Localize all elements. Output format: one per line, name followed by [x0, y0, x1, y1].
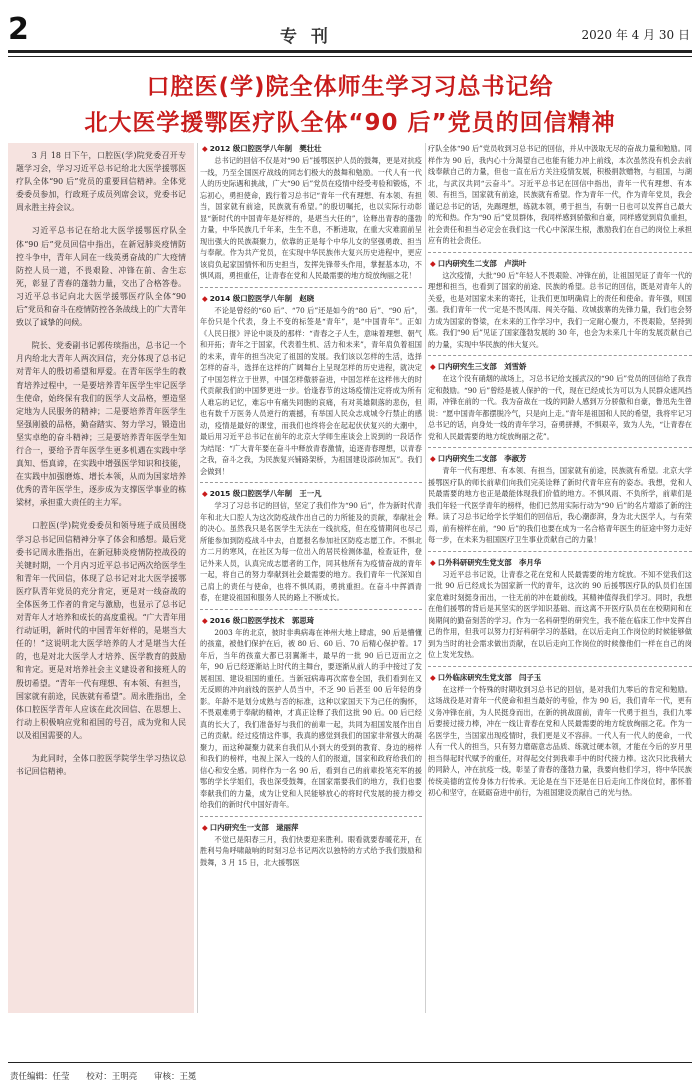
column-divider — [197, 143, 198, 1013]
column-divider — [425, 143, 426, 1013]
letter-divider — [428, 252, 692, 253]
letter-item — [428, 453, 692, 546]
intro-paragraph: 习近平总书记在给北大医学援鄂医疗队全体“90 后”党员回信中指出，在新冠肺炎疫情防控斗争中，青年人同在一线英勇奋战的广大疫情防控人员一道，不畏艰险、冲锋在前、舍生忘死，彰显了青春的蓬勃力量，交出了合格答卷。习近平总书记向北大医学援鄂医疗队全体“90 后”党员和奋斗在疫情防控各条战线上的广大青年致以了诚挚的问候。 — [16, 226, 186, 328]
intro-paragraph: 3 月 18 日下午，口腔医(学)院党委召开专题学习会，学习习近平总书记给北大医学援鄂医疗队全体“90 后”党员的重要回信精神。全体党委委员参加，行政班子成员列席会议，党委书记周永胜主持会议。 — [16, 151, 186, 213]
letter-divider — [428, 355, 692, 356]
intro-column — [8, 143, 194, 1013]
letter-body: 青年一代有理想、有本领、有担当，国家就有前途，民族就有希望。北京大学援鄂医疗队的师长前辈们向我们完美诠释了新时代青年应有的姿态。我想，党和人民最需要的地方也正是最能体现我们价值的地方。不惧风雨、不负所学，前辈们是我们年轻一代医学青年的榜样，他们已然用实际行动为“90 后”的名片增添了新的注释。读了习总书记给学长学姐们的回信后，我心潮澎湃，身为北大医学人，与有荣焉，前有榜样在前，“90 后”的我们也要在成为一名合格青年医生的征途中努力走好每一步，在未来为祖国医疗卫生事业贡献自己的力量！ — [428, 466, 692, 544]
letter-divider — [200, 816, 422, 817]
letter-item — [428, 361, 692, 442]
letter-body: 这次疫情，大批“90 后”年轻人不畏艰险、冲锋在前，让祖国见证了青年一代的理想和担当，也看到了国家的前途、民族的希望。总书记的回信，既是对青年人的关爱，也是对国家未来的寄托，让我们更加明确肩上的责任和使命。青年强，则国强。我们青年一代一定是不畏风雨、闯关夺隘、攻城拔寨的先锋力量，我们也会努力成为国家的脊梁，在未来的工作学习中，我们一定耐心聚力，不畏艰险，坚持到底。我们“90 后”见证了国家蓬勃发展的 30 年，也会为未来几十年的发展贡献自己的力量，实现中华民族的伟大复兴。 — [428, 270, 692, 349]
diamond-icon: ◆ — [202, 144, 208, 153]
header-rule-thin — [8, 56, 692, 57]
diamond-icon: ◆ — [430, 557, 436, 567]
section-name: 专 刊 — [280, 27, 332, 47]
diamond-icon: ◆ — [202, 489, 208, 498]
page-number: 2 — [8, 12, 29, 47]
letter-body: 在这个没有硝烟的战场上，习总书记给支援武汉的“90 后”党员的回信给了我肯定和鼓励。“90 后”曾经是被人保护的一代，现在已经成长为可以为人民群众遮风挡雨，冲锋在前的一代。我为奋战在一线的同龄人感到万分骄傲和自豪，鲁迅先生曾说：“愿中国青年都摆脱冷气，只是向上走。”青年是祖国和人民的希望，我将牢记习总书记的话，向身处一线的青年学习，奋勇拼搏，不惧艰辛，致为人先，“让青春在党和人民最需要的地方绽放绚丽之花”。 — [428, 374, 692, 441]
letter-author: ◆ 2012 级口腔医学八年制 樊壮壮 — [202, 144, 322, 153]
issue-date: 2020 年 4 月 30 日 — [581, 28, 690, 42]
letter-item — [200, 615, 422, 811]
diamond-icon: ◆ — [430, 454, 436, 463]
letter-body-continued: 疗队全体“90 后”党员收到习总书记的回信，并从中汲取无尽的奋战力量和勉励。同样作为 90 后，我内心十分渴望自己也能有能力冲上前线，本次虽然没有机会去前线奉献自己的力量，但也一直在后方关注疫情发展，积极捐款赠物，与祖国，与湖北，与武汉共同“云奋斗”。习近平总书记在回信中指出，青年一代有理想、有本领、有担当，国家就有前途，民族就有希望。作为青年一代，作为青年党员，我会谨记总书记的话，先踢理想，练就本领，勇于担当，有朝一日也可以发挥自己最大的光和热。作为“90 后”党员群体，我同样感到骄傲和自豪，同样感觉到肩负重担，社会责任和担当必定会在我们这一代心中深深生根，激励我们在自己的岗位上承担应有的社会责任。 — [428, 144, 692, 245]
footer-proofreader: 校对：王明亮 — [86, 1072, 138, 1082]
letter-divider — [428, 447, 692, 448]
header-rule — [8, 50, 692, 53]
letter-item — [200, 293, 422, 478]
page-footer — [10, 1070, 210, 1082]
letters-column-right — [428, 143, 692, 1023]
diamond-icon: ◆ — [430, 362, 436, 371]
letter-divider — [428, 666, 692, 667]
letter-item — [428, 258, 692, 351]
letter-item — [200, 822, 422, 869]
letter-body: 不觉已是阳春三月，我们快要迎来胜利。眼看就要春暖花开，在胜利号角呼啸敲响的时刻习总书记两次以独特的方式给予我们鼓励和鼓舞，3 月 15 日，北大援鄂医 — [200, 834, 422, 867]
letters-column-middle — [200, 143, 422, 1023]
intro-paragraph: 为此同时，全体口腔医学院学生学习热议总书记回信精神。 — [16, 754, 186, 777]
letter-author: ◆ 口内研究生三支部 刘雪娇 — [430, 362, 527, 371]
letter-item — [428, 557, 692, 661]
letter-item — [428, 143, 692, 247]
letter-author: ◆ 口外科研研究生党支部 李月华 — [430, 557, 542, 567]
letter-author: ◆ 口外临床研究生党支部 闫子玉 — [430, 672, 542, 682]
letter-divider — [200, 609, 422, 610]
letter-author: ◆ 2014 级口腔医学八年制 赵晓 — [202, 293, 315, 303]
headline-line-2: 北大医学援鄂医疗队全体“90 后”党员的回信精神 — [84, 110, 616, 136]
letter-body: 不论是曾经的“60 后”、“70 后”还是如今的“80 后”、“90 后”，年份只是个代表，身上不变的标签是“青年”，是“中国青年”。正如《人民日报》评论中谈及的那样：“青春之子人生，意味着理想、朝气和开拓；青年之于国家，代表着生机、活力和未来”，青年肩负着祖国的未来，青年的担当决定了祖国的发展。我们该以怎样的生活，选择怎样的奋斗，选择在这样的广阔舞台上呈现怎样的历史进程，就决定了中国怎样立于世界，中国怎样傲骄奋进，中国怎样在这样伟大的时代贡献我们的中国梦更进一步。恰逢春节的这场疫情注定将成为所有人难忘的记忆，难忘中有痛失同胞的哀痛，有对英雄陨落的悲伤，但也有数千万医务人员逆行的震撼，有举国人民众志成城令行禁止的感动，疫情是最好的课堂，而我们也终将会在起起伏伏复兴的大潮中，最后用习近平总书记在前年的北京大学师生座谈会上说到的一段话作为结尾：“广大青年要在奋斗中释放青春激情，追逐青春理想，以青春之我，奋斗之我，为民族复兴铺路架桥，为祖国建设添砖加瓦”。我们会做到！ — [200, 305, 422, 476]
letter-divider — [428, 551, 692, 552]
diamond-icon: ◆ — [430, 672, 436, 682]
letter-body: 总书记的回信不仅是对“90 后”援鄂医护人员的鼓舞，更是对抗疫一线，乃至全国医疗战线的同志们极大的鼓舞和勉励。一代人有一代人的历史际遇和挑战，广大“90 后”党员在疫情中经受考验和锻炼，不忘初心，勇担使命，践行着习总书记“青年一代有理想、有本领、有担当，国家就有前途，民族就有希望。”的殷切嘱托，也以实际行动彰显“新时代的中国青年是好样的，是堪当大任的”，诠释出青春的蓬勃力量，中华民族几千年来，生生不息，不断进取，在重大灾难面前呈现出强大的民族凝聚力，依靠的正是每个中华儿女的坚强勇敢、担当与奉献。作为共产党员，在实现中华民族伟大复兴历史进程中，更应该肩负起家国情怀和历史担当，发挥先锋带头作用，掌握基本功，不惧风雨，勇担重任，让青春在党和人民最需要的地方绽放绚丽之花！ — [200, 156, 422, 280]
letter-divider — [200, 287, 422, 288]
letter-author: ◆ 2015 级口腔医学八年制 王一凡 — [202, 489, 322, 498]
diamond-icon: ◆ — [430, 258, 436, 268]
letter-author: ◆ 口内研究生一支部 逯丽萍 — [202, 822, 299, 832]
letter-body: 2003 年的北京，彼时非典病毒在神州大地上肆虐，90 后是懵懂的孩童，被他们保护在后，被 80 后、60 后、70 后精心保护着。17 年后，当年的孩童大都已羽翼渐丰，最早的一批 90 后已迈而立之年，90 后已经逐渐站上时代的主舞台，要逐渐从前人的手中接过了发展祖国、建设祖国的重任。当新冠病毒再次席卷全国，我们看到在又无反顾的冲向前线的医护人员当中，不乏 90 后甚至 00 后年轻的身影。年龄不是划分成熟与否的标准，这种以家国天下为己任的胸怀，不畏艰难勇于奉献的精神，才真正诠释了我们这批 90 后。00 后已经真的长大了，我们准备好与我们的前辈一起，共同为祖国发展作出自己的贡献。经过疫情这件事，我真的感觉到我们的国家非常强大的凝聚力，而这种凝聚力就来自我们从小到大的受到的教育、身边的榜样和我们的榜样，电视上深入一线的人们的报道，国家和政府给我们的信心和安全感。同样作为一名 90 后，看到自己的前辈投笔充军的援鄂的学长学姐们，我也深受鼓舞，在国家需要我们的地方，我们也要奉献我们的力量，成为让党和人民能够放心的将时代发展的接力棒交给我们的新时代中国好青年。 — [200, 627, 422, 809]
letter-item — [200, 143, 422, 282]
letter-body: 习近平总书记说，让青春之花在党和人民最需要的地方绽放。不知不觉我们这一批 90 后已经成长为国家新一代的青年，这次的 90 后援鄂医疗队的队员们在国家危难时刻挺身而出，一往无前的冲在最前线，其精神值得我们学习。同时，我想在他们援鄂的背后是其坚实的医学知识基础、而这离不开医疗队员在在校期间和在岗期间的勤奋刻苦的学习。作为一名科研型的研究生，我不能在临床工作中发挥自己的作用，但我可以努力打好科研学习的基础，在以后走向工作岗位的时候能够做到为当时的社会需求做出贡献，在以后走向工作岗位的时候像他们一样在自己的岗位上发光发热。 — [428, 569, 692, 659]
intro-paragraph: 院长、党委副书记郭传瑸指出，总书记一个月内给北大青年人两次回信，充分体现了总书记对青年人的殷切希望和厚爱。在青年医学生的教育培养过程中，一是要培养青年医学生牢记医学生使命，始终保有我们的医学人文品格，塑造坚定地为人民服务的精神；二是要培养青年医学生坚强刚毅的品格，勤奋踏实、努力学习，锻造出坚实卓绝的奋斗精神；三是要培养青年医学生知行合一，要给予青年医学生更多机遇在实践中学真知、悟真谛，在实践中增强医学知识和技能，在实践中加强磨炼、增长本领，从而为国家培养优秀的青年医学生，逐步成为支撑医学事业的栋梁材，承担重大责任的主力军。 — [16, 341, 186, 508]
letter-body: 在这样一个特殊的时期收到习总书记的回信，是对我们九零后的肯定和勉励。这场战役是对青年一代使命和担当最好的考验，作为 90 后，我们青年一代，更有义务冲锋在前，为人民挺身而出，在新的挑战面前，青年一代勇于担当，我们九零后要接过接力棒，冲在一线让青春在党和人民最需要的地方绽放绚丽之花。作为一名医学生，当国家出现疫情时，我们更是义不容辞。一代人有一代人的使命，一代人有一代人的担当，只有努力磨砺意志品质、练就过硬本领，才能在今后的岁月里担当得起时代赋予的重任，对得起交付到我辈手中的时代接力棒。这次只比我稍大的同龄人，冲在抗疫一线，彰显了青春的蓬勃力量，我要向他们学习，将中华民族传统美德的宣传身体力行传承。无论是在当下还是在日后走向工作岗位时，都怀着初心和坚守，在砥砺奋进中前行，为祖国建设贡献自己的光与热。 — [428, 684, 692, 797]
diamond-icon: ◆ — [202, 293, 208, 303]
headline-line-1: 口腔医(学)院全体师生学习习总书记给 — [146, 74, 554, 100]
letter-author: ◆ 口内研究生二支部 李淑芳 — [430, 454, 527, 463]
footer-rule — [8, 1062, 692, 1063]
letter-item — [200, 488, 422, 604]
page-header — [0, 0, 700, 54]
intro-paragraph: 口腔医(学)院党委委员和领导班子成员围绕学习总书记回信精神分享了体会和感想。最后党委书记周永胜指出，在新冠肺炎疫情防控战役的关键时期，一个月内习近平总书记两次给医学生和青年一代回信，体现了总书记对北大医学援鄂医疗队青年党员的充分肯定，更是对一线奋战的全体医务工作者的肯定与激励，也显示了总书记对青年人才培养和成长的高度重视。“广大青年用行动证明，新时代的中国青年好样的，是堪当大任的！”这说明北大医学培养的人才是堪当大任的，也是对北大医学人才培养、医学教育的鼓励和肯定。更是对培养社会主义建设者和接班人的殷切希望。“青年一代有理想、有本领、有担当，国家就有前途，民族就有希望”。周永胜指出，全体口腔医学青年人应该在此次回信、在思想上、行动上积极响应党和祖国的号召，成为党和人民以及祖国需要的人。 — [16, 521, 186, 740]
letter-item — [428, 672, 692, 799]
letter-author: ◆ 口内研究生二支部 卢洪叶 — [430, 258, 527, 268]
letter-body: 学习了习总书记的回信，坚定了我们作为“90 后”，作为新时代青年和北大口腔人为这次防疫战作出自己的力所能及的贡献，奉献社会的决心。虽然我只是名医学生无法在一线抗疫，但在疫情期间也尽己所能参加到防疫战斗中去，自愿报名参加社区防疫志愿工作。不惧北方二月的寒风，在社区为每一位出入的居民检测体温，检查证件，登记外来人员，认真完成志愿者的工作，同其他所有为疫情奋战的青年一起，将自己的努力奉献到社会最需要的地方。我们青年一代深知自己肩上的责任与使命，也将不惧风雨，勇挑重担。在奋斗中挥洒青春，在建设祖国和服务人民的路上不断成长。 — [200, 501, 422, 602]
footer-reviewer: 审核：王冕 — [153, 1072, 197, 1082]
diamond-icon: ◆ — [202, 822, 208, 832]
letter-author: ◆ 2016 级口腔医学技术 郭思琦 — [202, 615, 315, 625]
letter-divider — [200, 482, 422, 483]
diamond-icon: ◆ — [202, 615, 208, 625]
footer-editor: 责任编辑：任莹 — [10, 1072, 70, 1082]
